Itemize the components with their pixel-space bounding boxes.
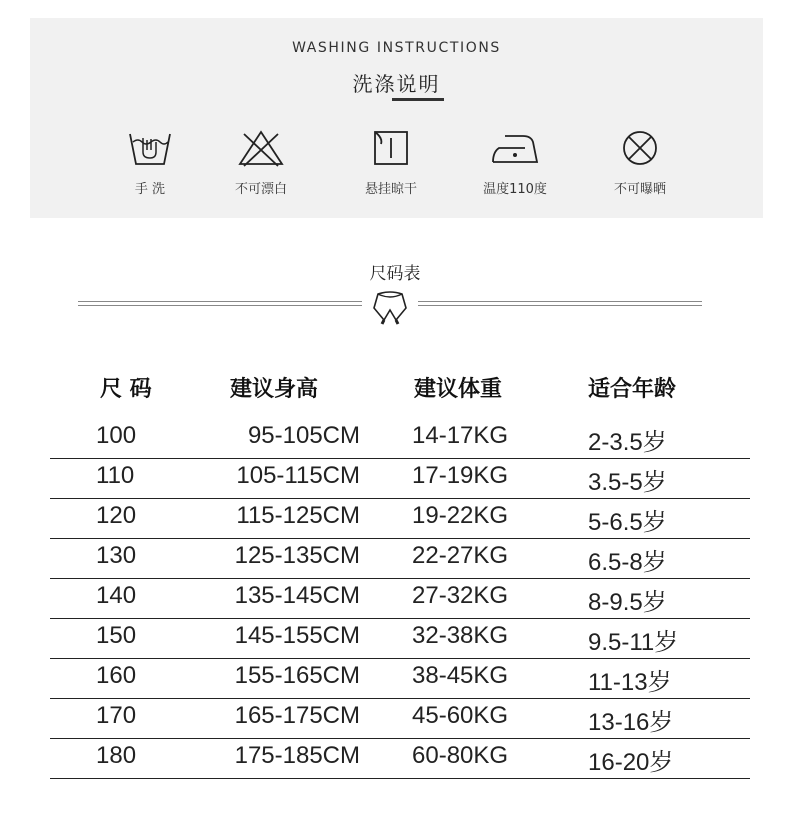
hang-dry-icon: [371, 128, 411, 168]
cell-age: 6.5-8岁: [588, 549, 667, 576]
size-chart-title: 尺码表: [369, 264, 421, 284]
washing-title-cn: 洗涤说明: [352, 72, 441, 96]
shirt-collar-icon: [366, 288, 414, 328]
no-tumble-dry-icon: [620, 128, 660, 168]
cell-weight: 19-22KG: [412, 502, 509, 529]
divider-left: [78, 301, 362, 302]
care-item-hand-wash: [95, 128, 205, 197]
cell-age: 11-13岁: [588, 669, 672, 696]
cell-age: 13-16岁: [588, 709, 674, 736]
cell-height: 105-115CM: [236, 462, 360, 489]
care-item-iron: [460, 128, 570, 197]
table-row: [50, 538, 750, 579]
table-row: [50, 738, 750, 779]
cell-size: 150: [96, 622, 137, 649]
cell-height: 155-165CM: [234, 662, 360, 689]
cell-weight: 38-45KG: [412, 662, 509, 689]
table-row: [50, 458, 750, 499]
cell-weight: 14-17KG: [412, 422, 509, 449]
cell-age: 5-6.5岁: [588, 509, 667, 536]
cell-weight: 27-32KG: [412, 582, 509, 609]
no-bleach-icon: [236, 128, 286, 168]
cell-age: 3.5-5岁: [588, 469, 667, 496]
care-item-no-tumble-dry: [585, 128, 695, 197]
care-label: 悬挂晾干: [364, 182, 417, 197]
care-label: 手 洗: [134, 182, 166, 197]
cell-size: 110: [96, 462, 135, 489]
cell-weight: 60-80KG: [412, 742, 509, 769]
table-row: [50, 578, 750, 619]
title-underline: [392, 98, 444, 101]
table-row: [50, 658, 750, 699]
table-row: [50, 418, 750, 459]
care-label: 不可漂白: [234, 182, 287, 197]
cell-size: 140: [96, 582, 137, 609]
cell-size: 120: [96, 502, 137, 529]
cell-weight: 17-19KG: [412, 462, 509, 489]
cell-age: 9.5-11岁: [588, 629, 679, 656]
care-item-no-bleach: [206, 128, 316, 197]
cell-height: 145-155CM: [234, 622, 360, 649]
divider-right: [418, 301, 702, 302]
washing-title-en: WASHING INSTRUCTIONS: [292, 40, 501, 56]
cell-weight: 22-27KG: [412, 542, 509, 569]
header-size: 尺 码: [100, 377, 152, 402]
cell-height: 125-135CM: [234, 542, 360, 569]
cell-height: 165-175CM: [234, 702, 360, 729]
header-weight: 建议体重: [414, 377, 503, 402]
care-label: 不可曝晒: [613, 182, 666, 197]
cell-height: 135-145CM: [234, 582, 360, 609]
cell-weight: 32-38KG: [412, 622, 509, 649]
cell-size: 180: [96, 742, 137, 769]
cell-age: 8-9.5岁: [588, 589, 667, 616]
table-row: [50, 698, 750, 739]
cell-size: 130: [96, 542, 137, 569]
cell-height: 175-185CM: [234, 742, 360, 769]
cell-height: 95-105CM: [247, 422, 360, 449]
care-item-hang-dry: [336, 128, 446, 197]
cell-size: 170: [96, 702, 137, 729]
header-height: 建议身高: [230, 377, 319, 402]
cell-age: 16-20岁: [588, 749, 674, 776]
divider-right: [418, 305, 702, 306]
cell-age: 2-3.5岁: [588, 429, 667, 456]
washing-instructions-panel: [30, 18, 763, 218]
iron-icon: [489, 128, 541, 168]
table-row: [50, 498, 750, 539]
cell-weight: 45-60KG: [412, 702, 509, 729]
table-row: [50, 618, 750, 659]
cell-size: 160: [96, 662, 137, 689]
header-age: 适合年龄: [588, 377, 677, 402]
cell-size: 100: [96, 422, 137, 449]
divider-left: [78, 305, 362, 306]
hand-wash-icon: [128, 128, 172, 168]
care-label: 温度110度: [483, 182, 547, 197]
cell-height: 115-125CM: [236, 502, 360, 529]
